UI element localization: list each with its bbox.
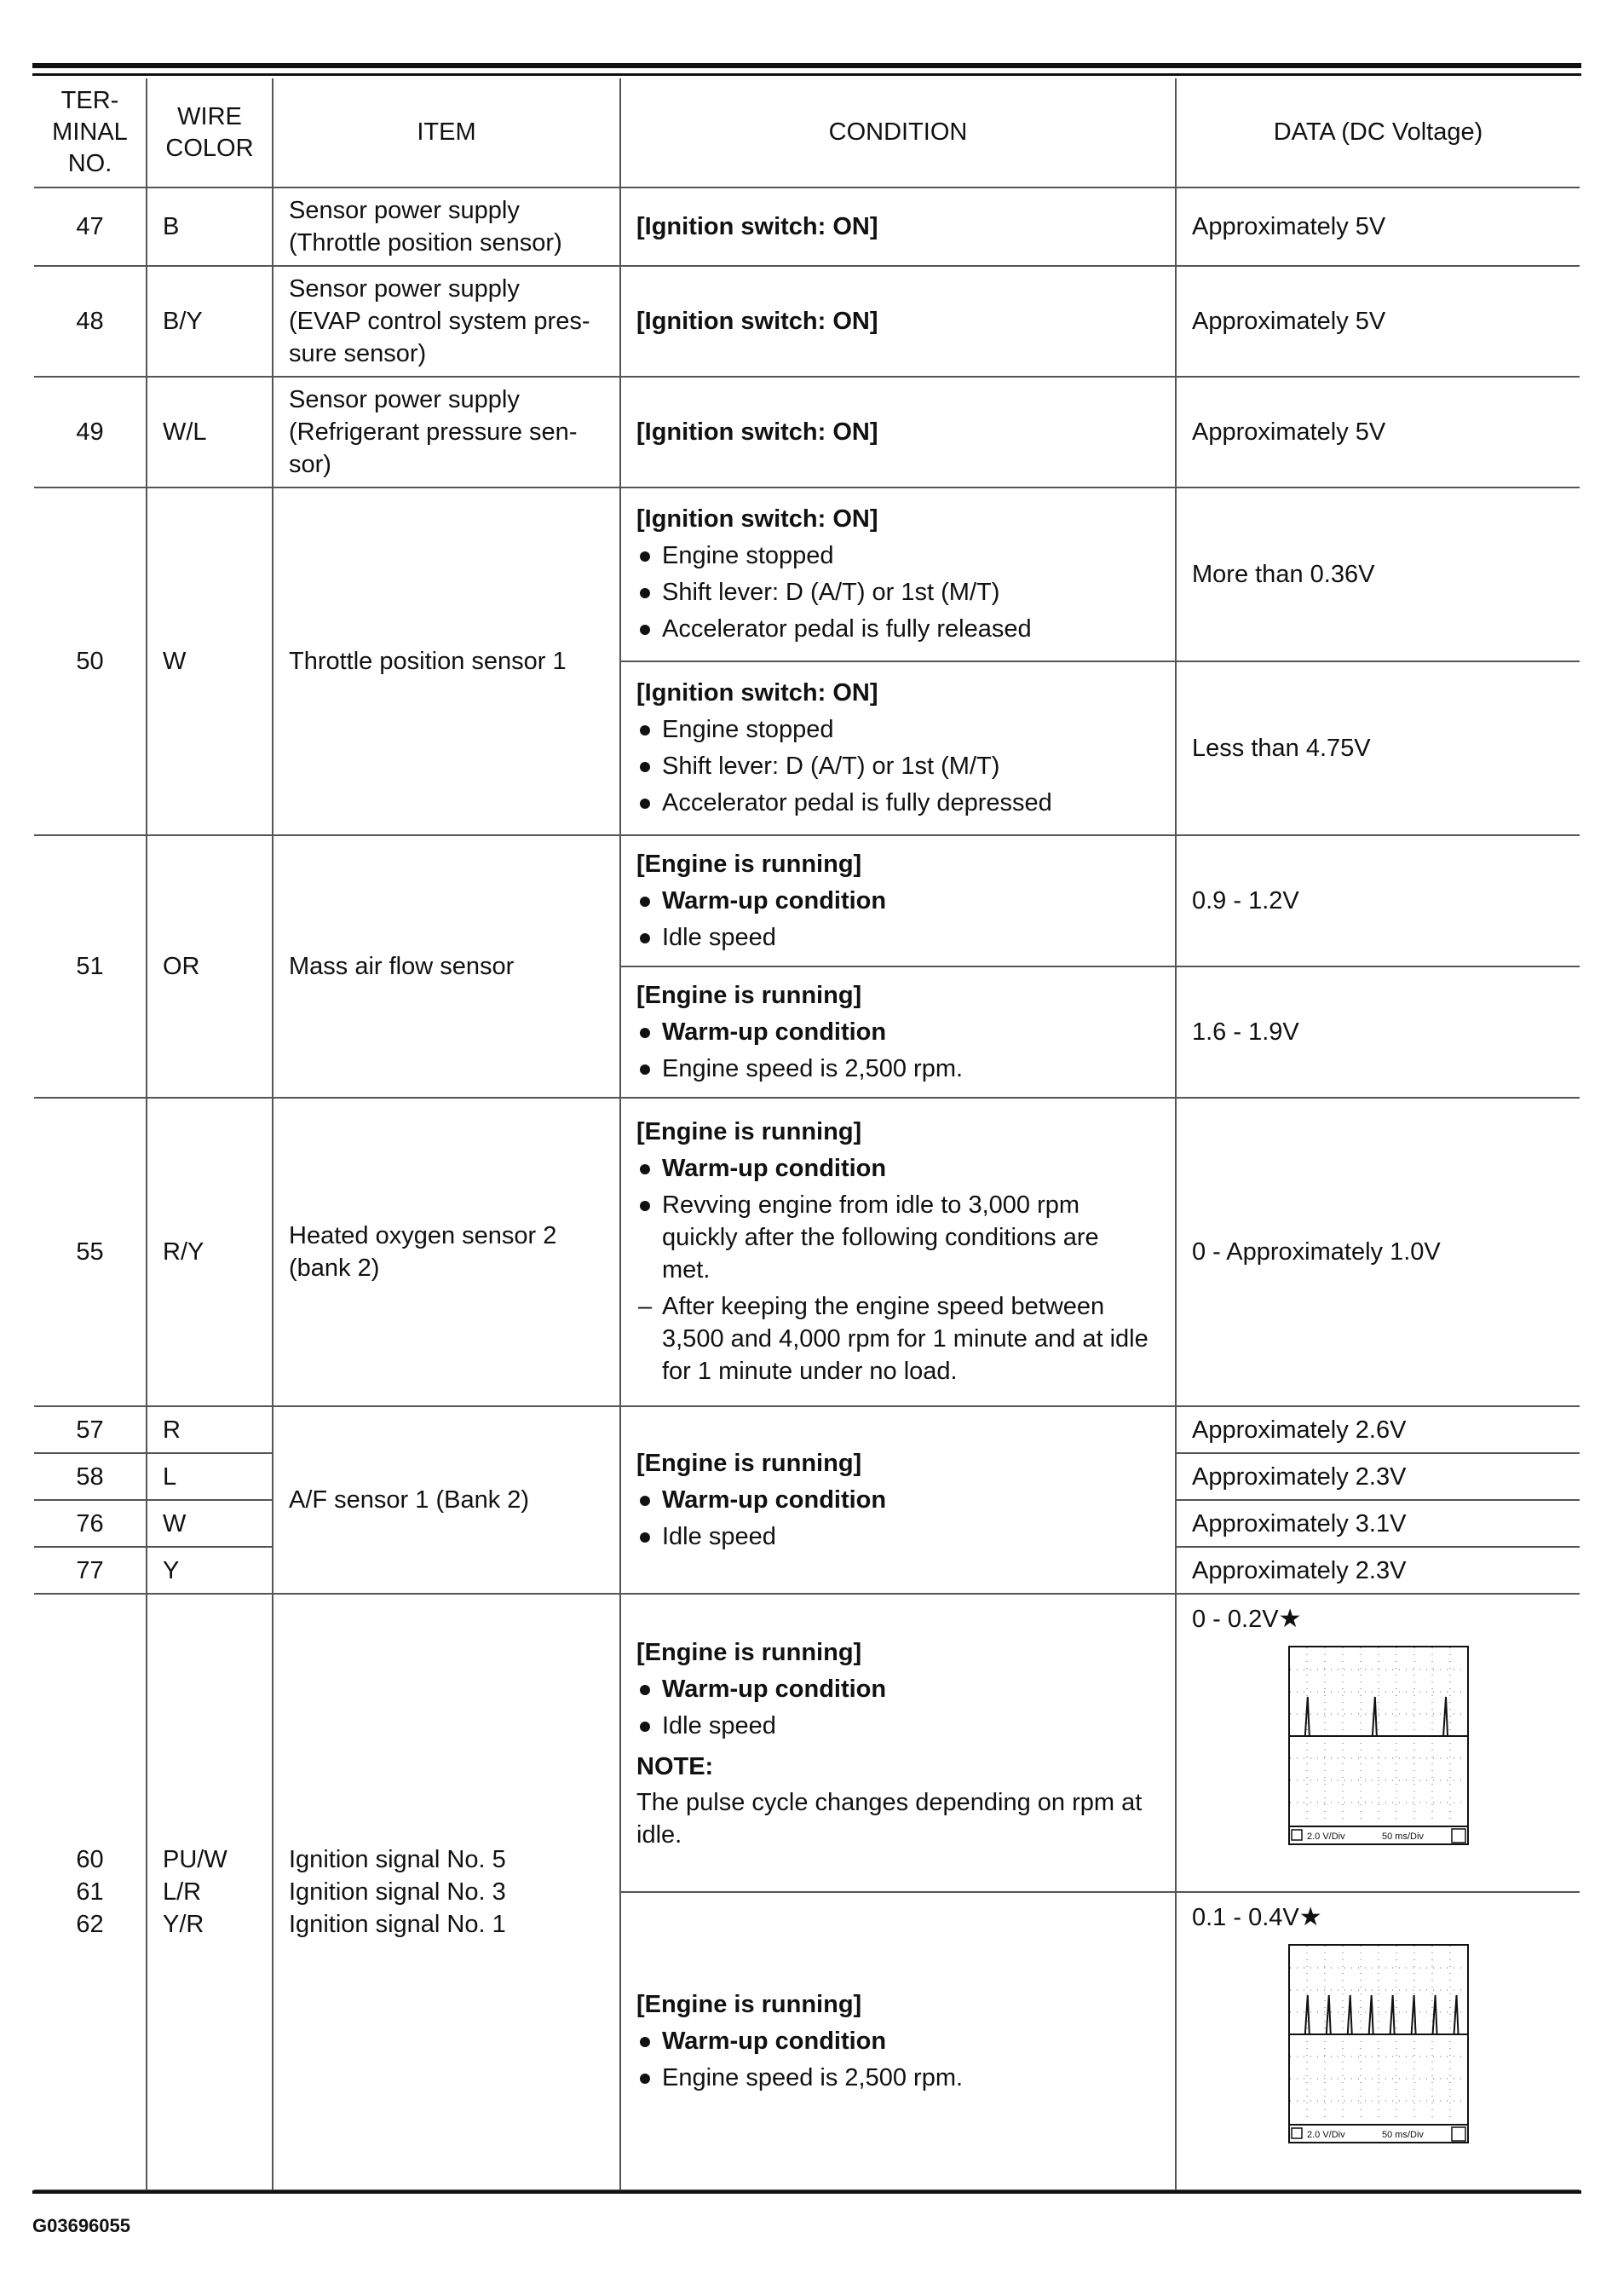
oscilloscope-waveform-idle [1288,1646,1469,1845]
scope-time-div-label: 50 ms/Div [1381,2130,1424,2140]
header-wire-color: WIRE COLOR [147,78,273,187]
table-row [34,1406,1580,1453]
scope-frame [1289,1945,1468,2143]
wire-color: B [147,187,273,266]
data-cell: Approximately 5V [1176,377,1580,487]
item-cell: A/F sensor 1 (Bank 2) [273,1406,620,1594]
bottom-rule [32,2190,1581,2194]
data-cell: 1.6 - 1.9V [1176,966,1580,1098]
table-row [34,187,1580,266]
terminal-no: 77 [34,1547,147,1594]
condition-cell: [Engine is running] Warm-up condition Engine speed is 2,500 rpm. [620,966,1176,1098]
data-cell: 0 - 0.2V★ 2.0 V/Div 50 ms/Div [1176,1594,1580,1892]
table-row [34,377,1580,487]
data-cell: Approximately 3.1V [1176,1500,1580,1547]
condition-cell: [Ignition switch: ON] Engine stopped Shift lever: D (A/T) or 1st (M/T) Accelerator pedal is fully released [620,487,1176,661]
item-cell: Sensor power supply (Refrigerant pressure sen- sor) [273,377,620,487]
scope-time-div-label: 50 ms/Div [1381,1832,1424,1842]
condition-cell: [Ignition switch: ON] Engine stopped Shift lever: D (A/T) or 1st (M/T) Accelerator pedal is fully depressed [620,661,1176,835]
figure-id: G03696055 [32,2215,130,2236]
item-cell: Heated oxygen sensor 2 (bank 2) [273,1098,620,1406]
ecm-terminal-table [34,78,1580,2191]
terminal-no: 76 [34,1500,147,1547]
top-rule-thin [32,73,1581,76]
data-cell: 0.1 - 0.4V★ 2.0 V/Div 50 ms/Div [1176,1892,1580,2190]
wire-color: L [147,1453,273,1500]
terminal-no: 57 [34,1406,147,1453]
condition-cell: [Engine is running] Warm-up condition Idle speed [620,835,1176,966]
table-row [34,835,1580,966]
condition-cell: [Ignition switch: ON] [620,377,1176,487]
header-row [34,78,1580,187]
wire-color: R [147,1406,273,1453]
data-cell: Approximately 2.3V [1176,1453,1580,1500]
table-row [34,266,1580,377]
terminal-no: 49 [34,377,147,487]
top-rule [32,63,1581,68]
header-condition: CONDITION [620,78,1176,187]
table-row [34,1098,1580,1406]
terminal-no: 48 [34,266,147,377]
wire-color: R/Y [147,1098,273,1406]
oscilloscope-waveform-2500rpm [1288,1944,1469,2143]
item-cell: Sensor power supply (EVAP control system pres- sure sensor) [273,266,620,377]
terminal-no: 47 [34,187,147,266]
wire-color: OR [147,835,273,1098]
wire-color: W [147,487,273,835]
item-cell: Throttle position sensor 1 [273,487,620,835]
terminal-no: 55 [34,1098,147,1406]
condition-cell: [Engine is running] Warm-up condition Idle speed [620,1406,1176,1594]
scope-corner-box [1452,1829,1465,1843]
data-cell: Approximately 2.6V [1176,1406,1580,1453]
wire-color: Y [147,1547,273,1594]
scope-corner-box [1452,2127,1465,2141]
condition-cell: [Engine is running] Warm-up condition Revving engine from idle to 3,000 rpm quickly after the following conditions are met. – After keeping the engine speed between 3,500 and 4,000 rpm for 1 minute and at idle for 1 minute under no load. [620,1098,1176,1406]
scope-channel-icon [1292,1830,1302,1840]
data-cell: More than 0.36V [1176,487,1580,661]
item-cell: Mass air flow sensor [273,835,620,1098]
wire-color: W/L [147,377,273,487]
data-cell: 0 - Approximately 1.0V [1176,1098,1580,1406]
item-cell: Ignition signal No. 5 Ignition signal No. 3 Ignition signal No. 1 [273,1594,620,2190]
terminal-no: 60 61 62 [34,1594,147,2190]
wire-color: PU/W L/R Y/R [147,1594,273,2190]
scope-volt-div-label: 2.0 V/Div [1306,2130,1345,2140]
data-cell: Approximately 5V [1176,187,1580,266]
table-row [34,1594,1580,1892]
terminal-no: 51 [34,835,147,1098]
data-cell: 0.9 - 1.2V [1176,835,1580,966]
scope-channel-icon [1292,2128,1302,2138]
header-data: DATA (DC Voltage) [1176,78,1580,187]
header-terminal-no: TER- MINAL NO. [34,78,147,187]
scope-frame [1289,1647,1468,1844]
data-cell: Approximately 2.3V [1176,1547,1580,1594]
condition-cell: [Engine is running] Warm-up condition Engine speed is 2,500 rpm. [620,1892,1176,2190]
scope-volt-div-label: 2.0 V/Div [1306,1832,1345,1842]
data-cell: Less than 4.75V [1176,661,1580,835]
condition-cell: [Engine is running] Warm-up condition Idle speed NOTE: The pulse cycle changes depending on rpm at idle. [620,1594,1176,1892]
item-cell: Sensor power supply (Throttle position sensor) [273,187,620,266]
table-row [34,487,1580,661]
terminal-no: 58 [34,1453,147,1500]
wire-color: B/Y [147,266,273,377]
condition-cell: [Ignition switch: ON] [620,187,1176,266]
data-cell: Approximately 5V [1176,266,1580,377]
terminal-no: 50 [34,487,147,835]
condition-cell: [Ignition switch: ON] [620,266,1176,377]
header-item: ITEM [273,78,620,187]
wire-color: W [147,1500,273,1547]
